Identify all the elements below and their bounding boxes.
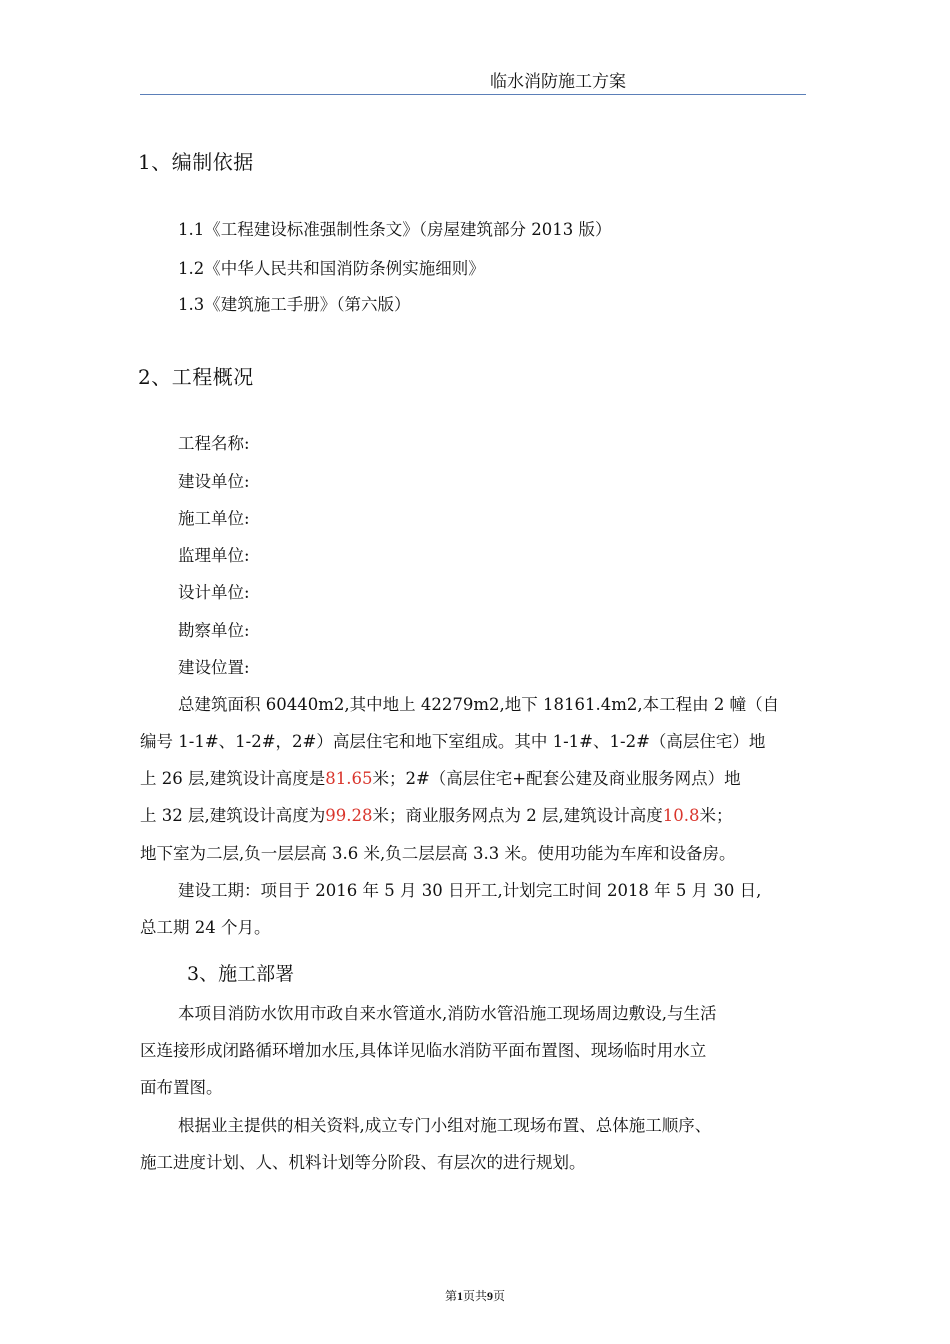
section-3-heading: 3、施工部署 bbox=[187, 963, 295, 985]
footer-suffix: 页 bbox=[493, 1289, 506, 1303]
footer-prefix: 第 bbox=[444, 1289, 457, 1303]
overview-line-4-text-b: 米；商业服务网点为 2 层,建筑设计高度 bbox=[372, 806, 663, 825]
overview-line-4-text-a: 上 32 层,建筑设计高度为 bbox=[140, 806, 326, 825]
field-location: 建设位置: bbox=[178, 658, 250, 677]
deployment-p1-line-2: 区连接形成闭路循环增加水压,具体详见临水消防平面布置图、现场临时用水立 bbox=[140, 1041, 707, 1060]
field-survey-unit: 勘察单位: bbox=[178, 621, 250, 640]
overview-line-5: 地下室为二层,负一层层高 3.6 米,负二层层高 3.3 米。使用功能为车库和设备房。 bbox=[140, 844, 736, 863]
overview-line-1: 总建筑面积 60440m2,其中地上 42279m2,地下 18161.4m2,本工程由 2 幢（自 bbox=[178, 695, 780, 714]
field-design-unit: 设计单位: bbox=[178, 583, 250, 602]
field-construction-unit: 建设单位: bbox=[178, 472, 250, 491]
height-value-c: 10.8 bbox=[662, 806, 700, 825]
schedule-line-2: 总工期 24 个月。 bbox=[140, 918, 271, 937]
deployment-p2-line-1: 根据业主提供的相关资料,成立专门小组对施工现场布置、总体施工顺序、 bbox=[178, 1116, 712, 1135]
height-value-a: 81.65 bbox=[325, 769, 373, 788]
field-builder-unit: 施工单位: bbox=[178, 509, 250, 528]
overview-line-3-text-a: 上 26 层,建筑设计高度是 bbox=[140, 769, 326, 788]
overview-line-4 bbox=[140, 804, 820, 828]
reference-item-2: 1.2《中华人民共和国消防条例实施细则》 bbox=[178, 259, 485, 278]
deployment-p1-line-1: 本项目消防水饮用市政自来水管道水,消防水管沿施工现场周边敷设,与生活 bbox=[178, 1004, 717, 1023]
deployment-p1-line-3: 面布置图。 bbox=[140, 1078, 223, 1097]
footer-middle: 页共 bbox=[462, 1289, 487, 1303]
deployment-p2-line-2: 施工进度计划、人、机料计划等分阶段、有层次的进行规划。 bbox=[140, 1153, 586, 1172]
field-project-name: 工程名称: bbox=[178, 434, 250, 453]
footer-current-page: 1 bbox=[456, 1289, 463, 1303]
overview-line-4-text-c: 米； bbox=[699, 806, 733, 825]
section-1-heading: 1、编制依据 bbox=[138, 150, 254, 174]
header-divider bbox=[140, 94, 806, 95]
field-supervision-unit: 监理单位: bbox=[178, 546, 250, 565]
overview-line-3-text-b: 米；2#（高层住宅+配套公建及商业服务网点）地 bbox=[372, 769, 741, 788]
page-header-title: 临水消防施工方案 bbox=[490, 72, 626, 92]
reference-item-3: 1.3《建筑施工手册》（第六版） bbox=[178, 295, 411, 314]
reference-item-1: 1.1《工程建设标准强制性条文》（房屋建筑部分 2013 版） bbox=[178, 220, 612, 239]
page-footer bbox=[0, 1288, 950, 1304]
footer-total-pages: 9 bbox=[487, 1289, 493, 1303]
overview-line-3 bbox=[140, 767, 820, 791]
height-value-b: 99.28 bbox=[325, 806, 373, 825]
schedule-line-1: 建设工期：项目于 2016 年 5 月 30 日开工,计划完工时间 2018 年 5 月 30 日, bbox=[178, 881, 762, 900]
section-2-heading: 2、工程概况 bbox=[138, 365, 254, 389]
overview-line-2: 编号 1-1#、1-2#，2#）高层住宅和地下室组成。其中 1-1#、1-2#（高层住宅）地 bbox=[140, 732, 766, 751]
